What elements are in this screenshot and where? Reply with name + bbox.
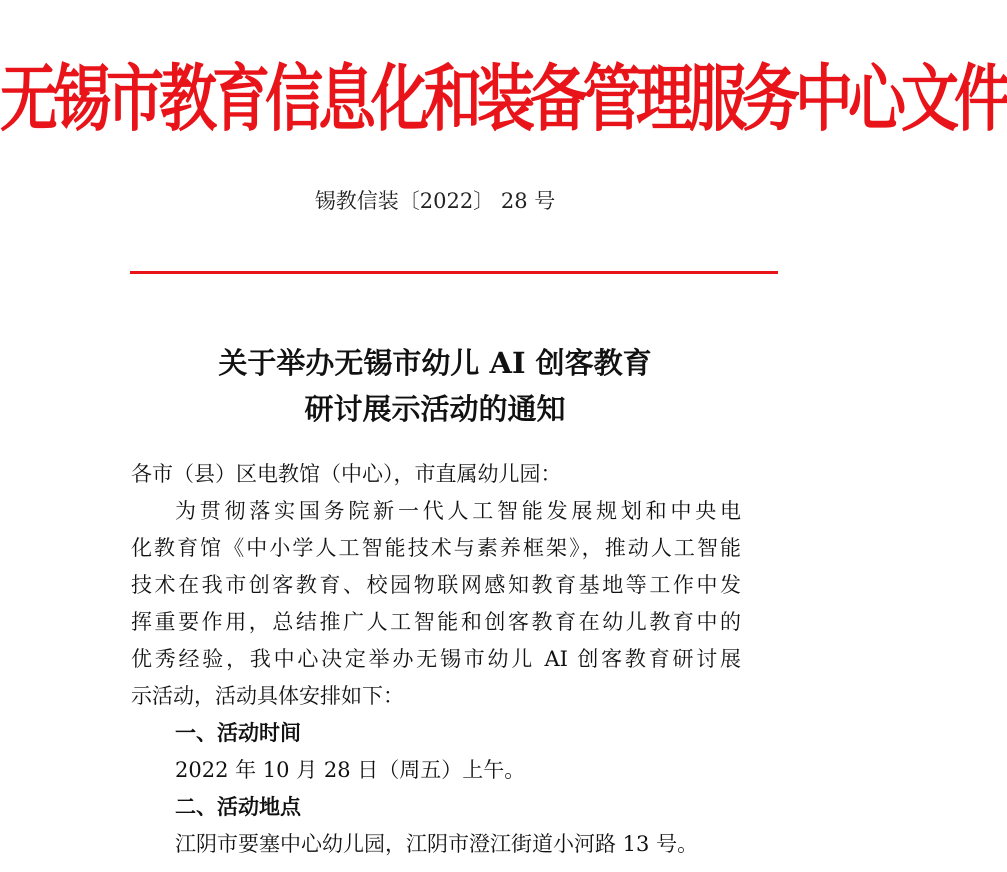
document-number: 锡教信装〔2022〕 28 号: [314, 189, 556, 213]
masthead-title: 无锡市教育信息化和装备管理服务中心文件: [0, 56, 1007, 142]
intro-line-4: 挥重要作用，总结推广人工智能和创客教育在幼儿教育中的: [131, 610, 741, 634]
salutation: 各市（县）区电教馆（中心），市直属幼儿园：: [131, 462, 562, 486]
intro-line-5: 优秀经验，我中心决定举办无锡市幼儿 AI 创客教育研讨展: [131, 647, 741, 671]
red-divider-line: [130, 271, 778, 274]
notice-title: [0, 340, 870, 432]
section-text-location: 江阴市要塞中心幼儿园，江阴市澄江街道小河路 13 号。: [175, 832, 699, 856]
intro-line-3: 技术在我市创客教育、校园物联网感知教育基地等工作中发: [131, 573, 741, 597]
section-heading-location: 二、活动地点: [175, 795, 301, 819]
intro-line-2: 化教育馆《中小学人工智能技术与素养框架》，推动人工智能: [131, 536, 741, 560]
notice-title-line-2: 研讨展示活动的通知: [304, 392, 566, 426]
intro-line-6: 示活动，活动具体安排如下：: [131, 684, 404, 708]
section-heading-time: 一、活动时间: [175, 721, 301, 745]
section-text-time: 2022 年 10 月 28 日（周五）上午。: [175, 758, 526, 782]
notice-body: [131, 456, 741, 863]
notice-title-line-1: 关于举办无锡市幼儿 AI 创客教育: [218, 346, 652, 380]
intro-line-1: 为贯彻落实国务院新一代人工智能发展规划和中央电: [175, 499, 741, 523]
